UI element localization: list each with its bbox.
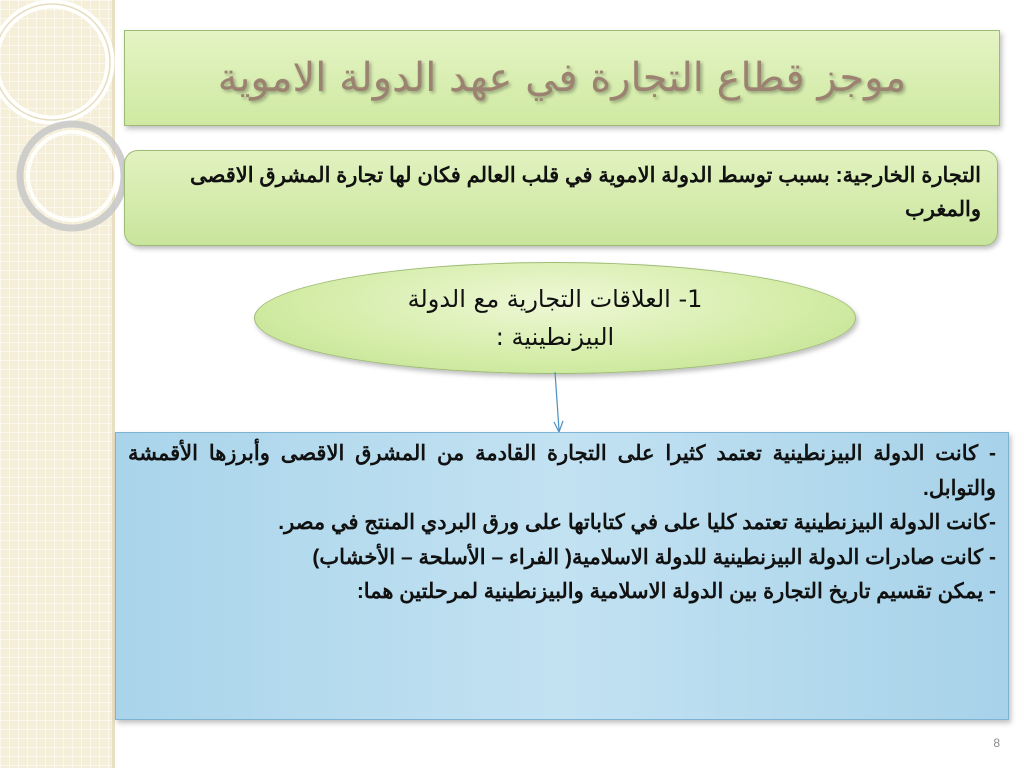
content-line-2: -كانت الدولة البيزنطينية تعتمد كليا على في كتاباتها على ورق البردي المنتج في مصر.: [278, 511, 996, 534]
page-number: 8: [993, 736, 1000, 750]
subtitle-text: التجارة الخارجية: بسبب توسط الدولة الاموية في قلب العالم فكان لها تجارة المشرق الاقصى والمغرب: [190, 164, 981, 221]
connector-arrow-icon: [545, 372, 569, 434]
section-ellipse: [254, 262, 856, 374]
title-box: [124, 30, 1000, 126]
content-line-3: - كانت صادرات الدولة البيزنطينية للدولة الاسلامية( الفراء – الأسلحة – الأخشاب): [312, 545, 996, 569]
subtitle-box: [124, 150, 998, 246]
slide-title: موجز قطاع التجارة في عهد الدولة الاموية: [217, 55, 907, 101]
content-box: [115, 432, 1009, 720]
content-line-1: - كانت الدولة البيزنطينية تعتمد كثيرا على التجارة القادمة من المشرق الاقصى وأبرزها الأقمشة والتوابل.: [128, 442, 996, 500]
ellipse-text: 1- العلاقات التجارية مع الدولة البيزنطينية :: [407, 285, 703, 351]
content-line-4: - يمكن تقسيم تاريخ التجارة بين الدولة الاسلامية والبيزنطينية لمرحلتين هما:: [356, 580, 996, 603]
